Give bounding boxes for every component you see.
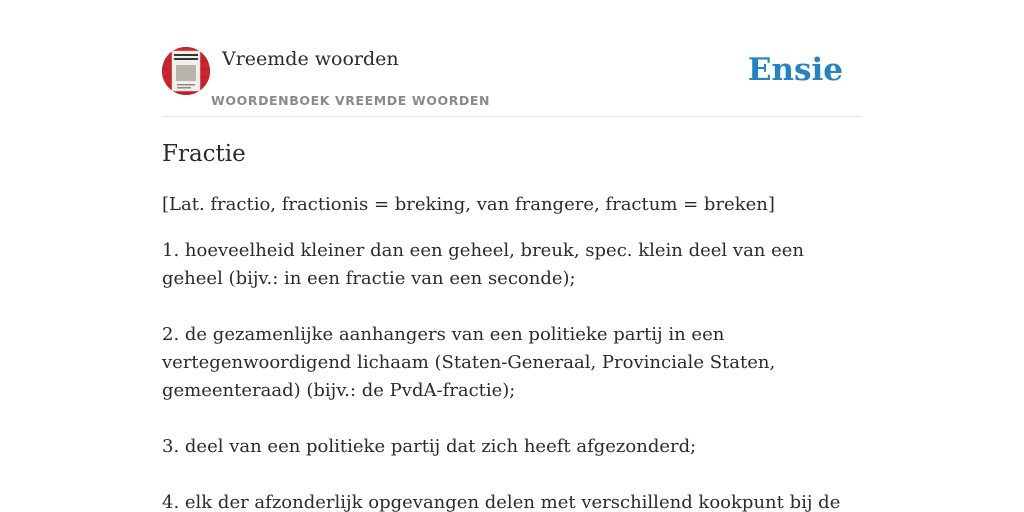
entry-content — [162, 138, 842, 512]
entry-title: Fractie — [162, 141, 246, 167]
book-cover-icon — [162, 47, 210, 95]
source-header — [162, 46, 862, 117]
definition-item: 1. hoeveelheid kleiner dan een geheel, breuk, spec. klein deel van een geheel (bijv.: in een fractie van een seconde); — [162, 240, 805, 289]
definition-list — [162, 237, 842, 512]
definition-item: 3. deel van een politieke partij dat zich heeft afgezonderd; — [162, 436, 697, 457]
definition-item: 2. de gezamenlijke aanhangers van een politieke partij in een vertegenwoordigend lichaam (Staten-Generaal, Provinciale Staten, gemeenteraad) (bijv.: de PvdA-fractie); — [162, 324, 776, 401]
etymology: [Lat. fractio, fractionis = breking, van frangere, fractum = breken] — [162, 194, 775, 215]
source-subtitle: WOORDENBOEK VREEMDE WOORDEN — [211, 93, 491, 108]
source-title[interactable]: Vreemde woorden — [222, 48, 399, 70]
brand-logo-link[interactable]: Ensie — [747, 52, 843, 88]
source-avatar-icon[interactable] — [162, 47, 210, 95]
definition-item: 4. elk der afzonderlijk opgevangen delen met verschillend kookpunt bij de — [162, 492, 841, 512]
